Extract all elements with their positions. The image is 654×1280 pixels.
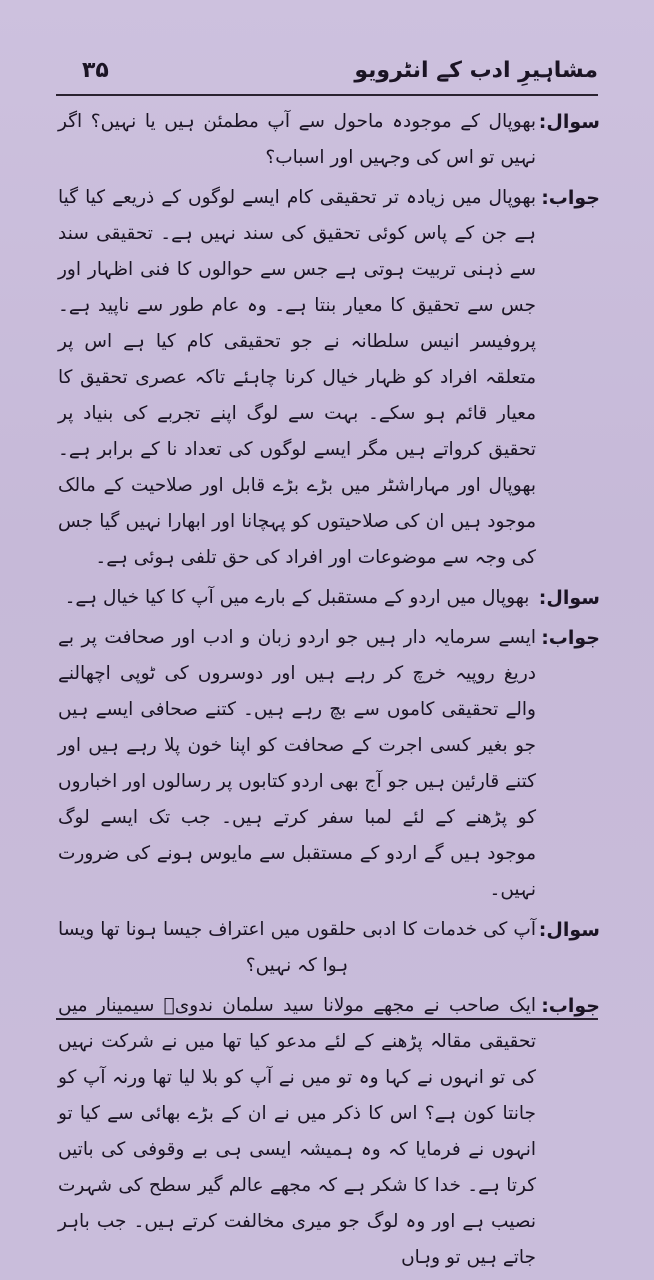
header-rule bbox=[56, 94, 598, 96]
question-label: سوال: bbox=[538, 111, 600, 133]
answer-text: بھوپال میں زیادہ تر تحقیقی کام ایسے لوگوں کے ذریعے کیا گیا ہے جن کے پاس کوئی تحقیق کی سند نہیں ہے۔ تحقیقی سند سے ذہنی تربیت ہوتی ہے جس سے حوالوں کا فنی اظہار اور جس سے تحقیق کا معیار بنتا ہے۔ وہ عام طور سے ناپید ہے۔ پروفیسر انیس سلطانہ نے جو تحقیقی کام کیا ہے اس پر متعلقہ افراد کو ظہار خیال کرنا چاہئے تاکہ عصری تحقیق کا معیار قائم ہو سکے۔ بہت سے لوگ اپنے تجربے کی بنیاد پر تحقیق کرواتے ہیں مگر ایسے لوگوں کی تعداد نا کے برابر ہے۔ بھوپال اور مہاراشٹر میں بڑے بڑے قابل اور صلاحیت کے مالک موجود ہیں ان کی صلاحیتوں کو پہچانا اور ابھارا نہیں گیا جس کی وجہ سے موضوعات اور افراد کی حق تلفی ہوئی ہے۔ bbox=[58, 187, 536, 568]
question-block bbox=[58, 104, 600, 176]
running-title: مشاہیرِ ادب کے انٹرویو bbox=[354, 58, 598, 83]
answer-label: جواب: bbox=[541, 187, 600, 209]
answer-block bbox=[58, 988, 600, 1276]
question-label: سوال: bbox=[538, 587, 600, 609]
answer-block bbox=[58, 180, 600, 576]
answer-label: جواب: bbox=[541, 627, 600, 649]
answer-text: ایک صاحب نے مجھے مولانا سید سلمان ندویؒ سیمینار میں تحقیقی مقالہ پڑھنے کے لئے مدعو کیا تھا میں نے شرکت نہیں کی تو انہوں نے کہا وہ تو میں نے آپ کو بلا لیا تھا ورنہ آپ کو جانتا کون ہے؟ اس کا ذکر میں نے ان کے بڑے بھائی سے کیا تو انہوں نے فرمایا کہ وہ ہمیشہ ایسی ہی بے وقوفی کی باتیں کرتا ہے۔ خدا کا شکر ہے کہ مجھے عالم گیر سطح کی شہرت نصیب ہے اور وہ لوگ جو میری مخالفت کرتے ہیں۔ جب باہر جاتے ہیں تو وہاں bbox=[58, 995, 536, 1268]
answer-block bbox=[58, 620, 600, 908]
question-text: بھوپال میں اردو کے مستقبل کے بارے میں آپ کا کیا خیال ہے۔ bbox=[64, 587, 530, 608]
answer-text: ایسے سرمایہ دار ہیں جو اردو زبان و ادب اور صحافت پر بے دریغ روپیہ خرچ کر رہے ہیں اور دوسروں کی ٹوپی اچھالنے والے تحقیقی کاموں سے بچ رہے ہیں۔ کتنے صحافی ایسے ہیں جو بغیر کسی اجرت کے صحافت کو اپنا خون پلا رہے ہیں اور کتنے قارئین ہیں جو آج بھی اردو کتابوں پر رسالوں اور اخباروں کو پڑھنے کے لئے لمبا سفر کرتے ہیں۔ جب تک ایسے لوگ موجود ہیں گے اردو کے مستقبل سے مایوس ہونے کی ضرورت نہیں۔ bbox=[58, 627, 536, 900]
footer-rule bbox=[56, 1018, 598, 1020]
interview-body bbox=[58, 104, 600, 1280]
page-header bbox=[60, 52, 598, 92]
question-block bbox=[58, 912, 600, 984]
question-label: سوال: bbox=[538, 919, 600, 941]
question-text: آپ کی خدمات کا ادبی حلقوں میں اعتراف جیسا ہونا تھا ویسا ہوا کہ نہیں؟ bbox=[58, 919, 536, 976]
question-block bbox=[58, 580, 600, 616]
question-text: بھوپال کے موجودہ ماحول سے آپ مطمئن ہیں یا نہیں؟ اگر نہیں تو اس کی وجہیں اور اسباب؟ bbox=[58, 111, 536, 168]
page-number: ۳۵ bbox=[82, 58, 109, 83]
answer-label: جواب: bbox=[541, 995, 600, 1017]
